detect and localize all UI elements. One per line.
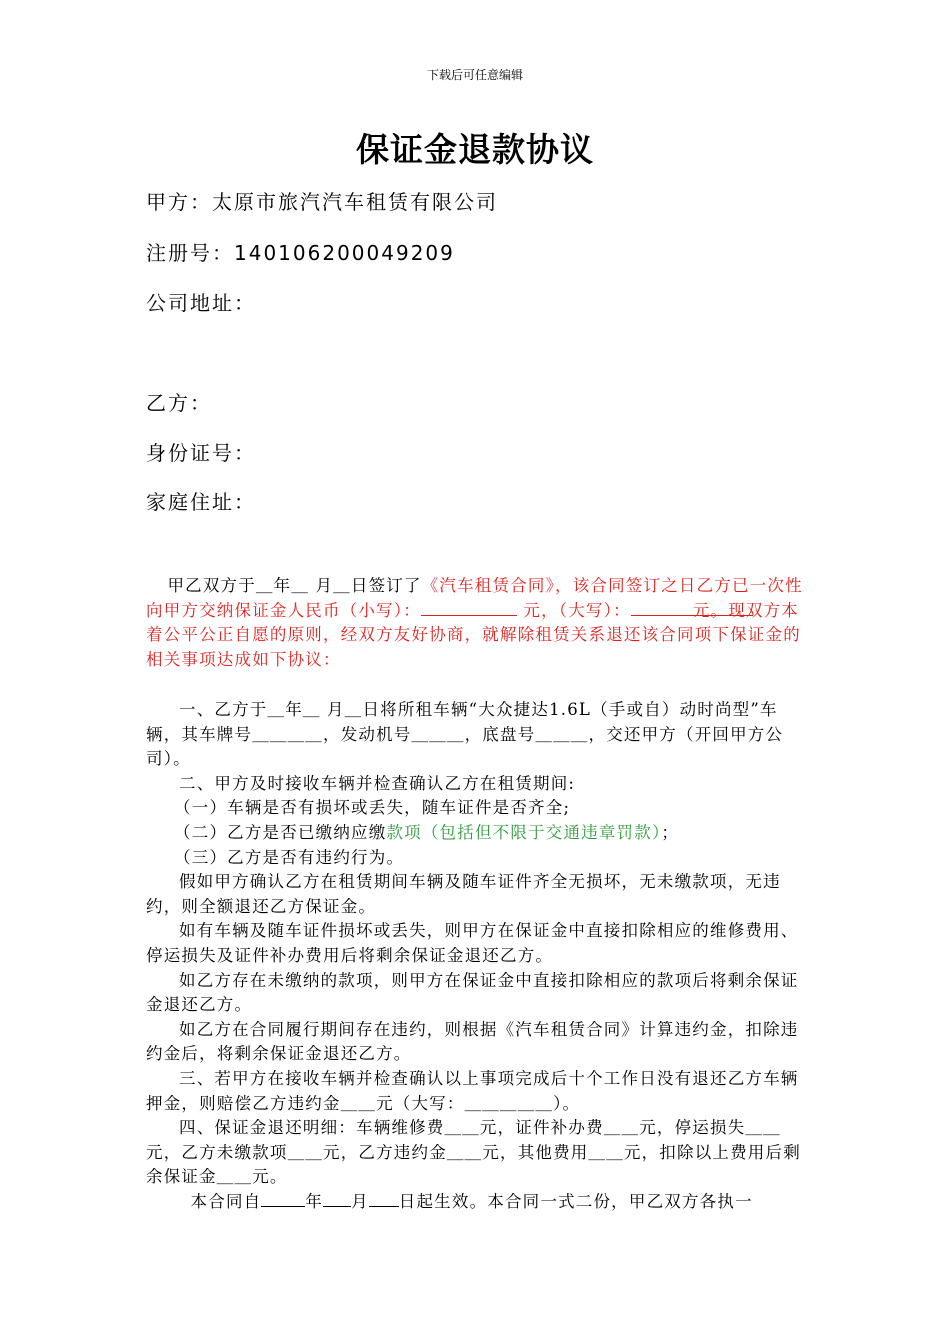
paragraph-full-refund: 假如甲方确认乙方在租赁期间车辆及随车证件齐全无损坏，无未缴款项，无违约，则全额退还乙方保证金。 <box>146 872 781 916</box>
month-blank <box>323 1190 351 1207</box>
day-blank <box>369 1190 399 1207</box>
clause-3: 三、若甲方在接收车辆并检查确认以上事项完成后十个工作日没有退还乙方车辆押金，则赔偿乙方违约金＿＿元（大写：＿＿＿＿＿）。 <box>146 1068 799 1113</box>
effective-text-4: 日起生效。本合同一式二份，甲乙双方各执一 <box>398 1191 753 1211</box>
party-a-registration: 注册号：140106200049209 <box>146 241 455 265</box>
clause-2-item-2-text: （二）乙方是否已缴纳应缴 <box>174 822 387 842</box>
clause-2-item-2 <box>146 821 811 846</box>
intro-text-1: 甲乙双方于＿年＿ 月＿日签订了 <box>167 576 422 595</box>
party-b-home-address: 家庭住址： <box>146 490 256 514</box>
paragraph-unpaid: 如乙方存在未缴纳的款项，则甲方在保证金中直接扣除相应的款项后将剩余保证金退还乙方。 <box>146 970 799 1015</box>
header-note: 下载后可任意编辑 <box>426 68 523 82</box>
intro-text-4: 元。现双方本着公平公正自愿的原则，经双方友好协商，就解除租赁关系退还该合同项下保证金的相关事项达成如下协议： <box>146 600 801 669</box>
party-b-name: 乙方： <box>146 391 212 415</box>
clause-2: 二、甲方及时接收车辆并检查确认乙方在租赁期间: <box>179 773 576 793</box>
clause-2-item-1: （一）车辆是否有损坏或丢失，随车证件是否齐全; <box>174 798 571 818</box>
party-a-name: 甲方：太原市旅汽汽车租赁有限公司 <box>146 190 498 214</box>
clause-1: 一、乙方于＿年＿ 月＿日将所租车辆“大众捷达1.6L（手或自）动时尚型”车辆，其车牌号＿＿＿＿，发动机号＿＿＿，底盘号＿＿＿，交还甲方（开回甲方公司）。 <box>146 700 784 769</box>
effective-text-3: 月 <box>351 1191 369 1211</box>
party-a-address: 公司地址： <box>146 291 256 315</box>
year-blank <box>261 1190 305 1207</box>
amount-small-blank <box>421 599 517 616</box>
clause-2-item-2-end: ； <box>661 822 680 842</box>
paragraph-damage: 如有车辆及随车证件损坏或丢失，则甲方在保证金中直接扣除相应的维修费用、停运损失及证件补办费用后将剩余保证金退还乙方。 <box>146 921 799 965</box>
document-title: 保证金退款协议 <box>356 130 594 169</box>
clauses-section <box>146 698 811 1214</box>
intro-text-2: 《汽车租赁合同》，该合同签订之日乙方已一次性向甲方交纳保证金人民币（小写）： <box>146 576 803 620</box>
party-b-id-number: 身份证号： <box>146 441 256 465</box>
effective-date-line <box>146 1190 811 1215</box>
clause-4: 四、保证金退还明细：车辆维修费＿＿元，证件补办费＿＿元，停运损失＿＿元，乙方未缴款项＿＿元，乙方违约金＿＿元，其他费用＿＿元，扣除以上费用后剩余保证金＿＿元。 <box>146 1118 801 1187</box>
effective-text-1: 本合同自 <box>190 1191 262 1211</box>
intro-text-3: 元，（大写）： <box>516 600 631 620</box>
clause-2-item-2-highlight: 款项（包括但不限于交通违章罚款） <box>386 822 662 842</box>
intro-paragraph <box>146 574 811 672</box>
clause-2-item-3: （三）乙方是否有违约行为。 <box>174 847 405 867</box>
paragraph-breach: 如乙方在合同履行期间存在违约，则根据《汽车租赁合同》计算违约金，扣除违约金后，将剩余保证金退还乙方。 <box>146 1019 799 1064</box>
effective-text-2: 年 <box>305 1191 324 1211</box>
